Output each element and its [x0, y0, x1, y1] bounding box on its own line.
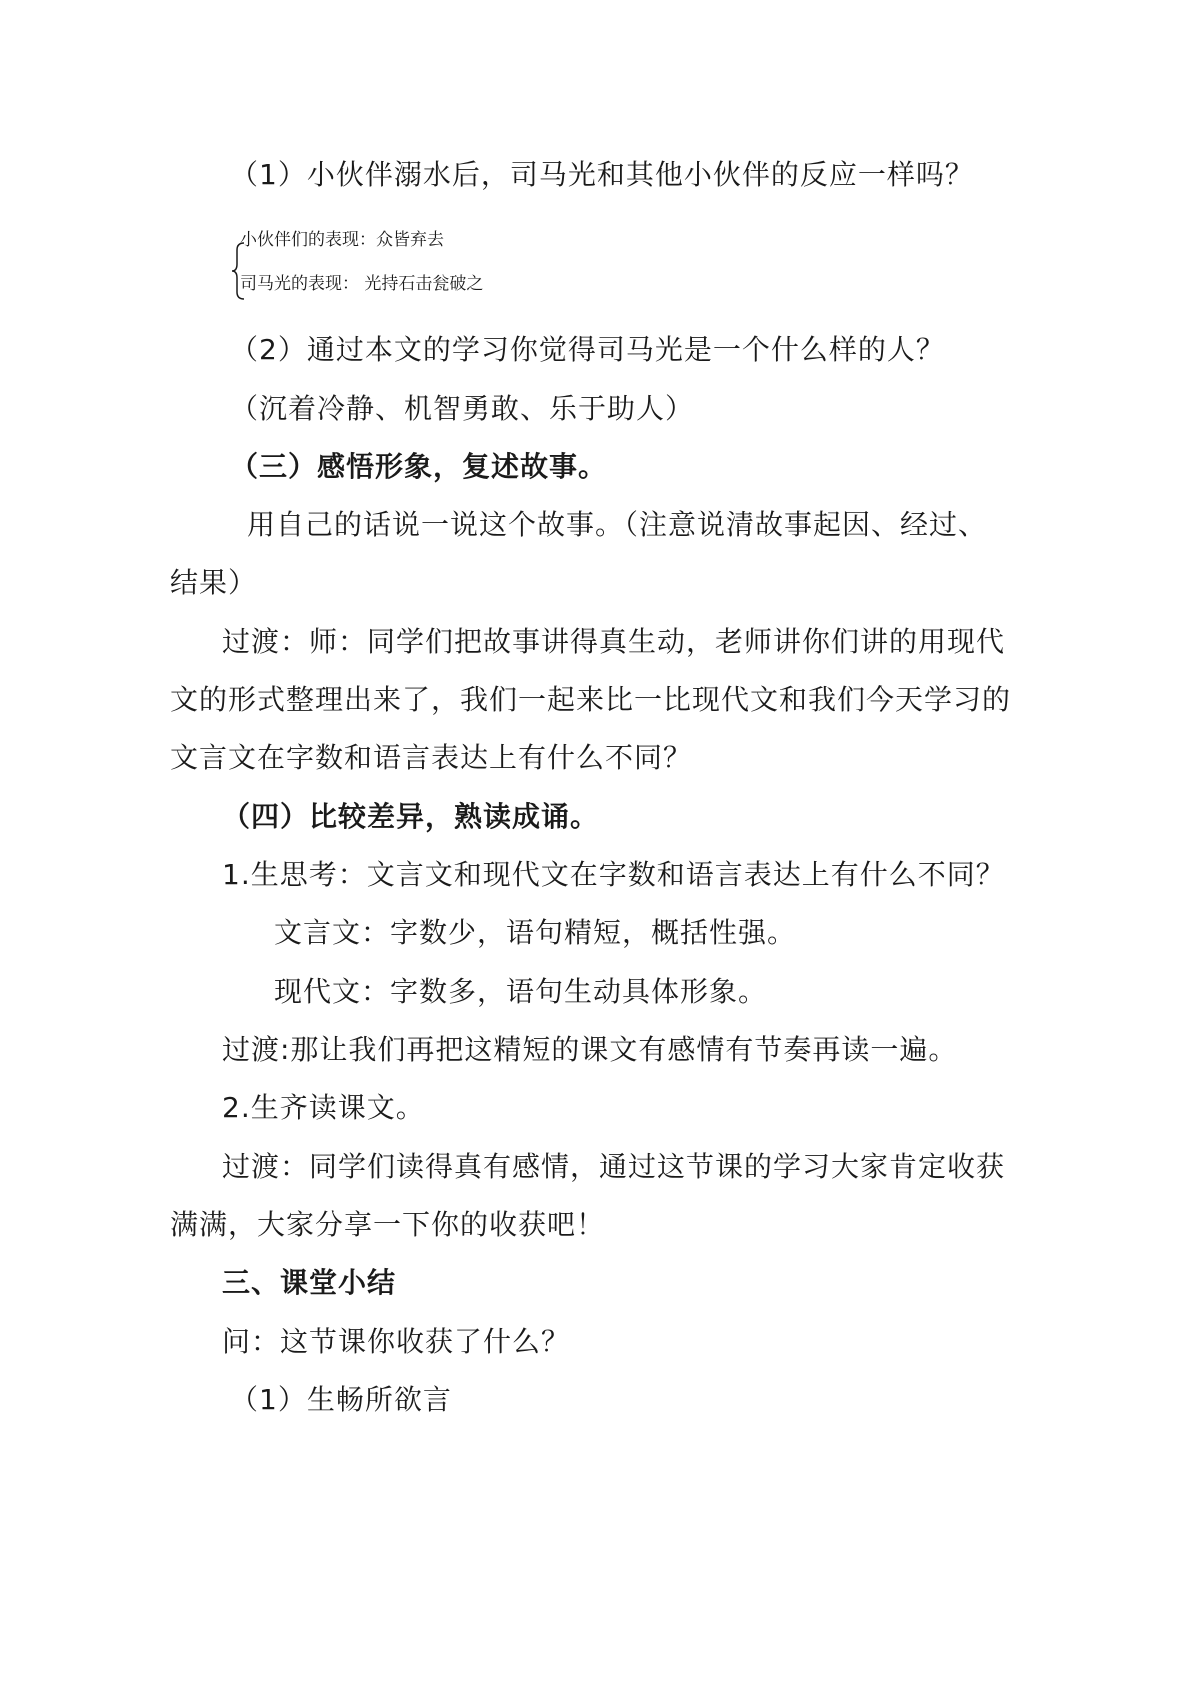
question-1: （1）小伙伴溺水后，司马光和其他小伙伴的反应一样吗？ — [230, 158, 974, 191]
summary-heading: 三、课堂小结 — [222, 1266, 397, 1299]
transition-2: 过渡:那让我们再把这精短的课文有感情有节奏再读一遍。 — [222, 1033, 958, 1066]
section-3-text-cont: 结果） — [170, 566, 258, 599]
question-2: （2）通过本文的学习你觉得司马光是一个什么样的人？ — [230, 333, 945, 366]
modern-chinese-note: 现代文：字数多，语句生动具体形象。 — [274, 975, 768, 1008]
section-3-heading: （三）感悟形象，复述故事。 — [230, 450, 608, 483]
brace-item-companions: 小伙伴们的表现：众皆弃去 — [240, 230, 444, 250]
classical-chinese-note: 文言文：字数少，语句精短，概括性强。 — [274, 916, 797, 949]
transition-1-cont: 文的形式整理出来了，我们一起来比一比现代文和我们今天学习的 — [170, 683, 1012, 716]
summary-question: 问：这节课你收获了什么？ — [222, 1325, 571, 1358]
brace-item-sima-guang: 司马光的表现： 光持石击瓮破之 — [240, 274, 484, 294]
item-2: 2.生齐读课文。 — [222, 1091, 425, 1124]
transition-3-cont: 满满，大家分享一下你的收获吧！ — [170, 1208, 606, 1241]
transition-3: 过渡：同学们读得真有感情，通过这节课的学习大家肯定收获 — [222, 1150, 1006, 1183]
section-4-heading: （四）比较差异，熟读成诵。 — [222, 800, 600, 833]
question-2-answer: （沉着冷静、机智勇敢、乐于助人） — [230, 392, 695, 425]
transition-1-cont-2: 文言文在字数和语言表达上有什么不同？ — [170, 741, 693, 774]
summary-answer-1: （1）生畅所欲言 — [230, 1383, 452, 1416]
transition-1: 过渡：师：同学们把故事讲得真生动，老师讲你们讲的用现代 — [222, 625, 1006, 658]
section-3-text: 用自己的话说一说这个故事。（注意说清故事起因、经过、 — [247, 508, 988, 541]
item-1: 1.生思考：文言文和现代文在字数和语言表达上有什么不同？ — [222, 858, 1005, 891]
